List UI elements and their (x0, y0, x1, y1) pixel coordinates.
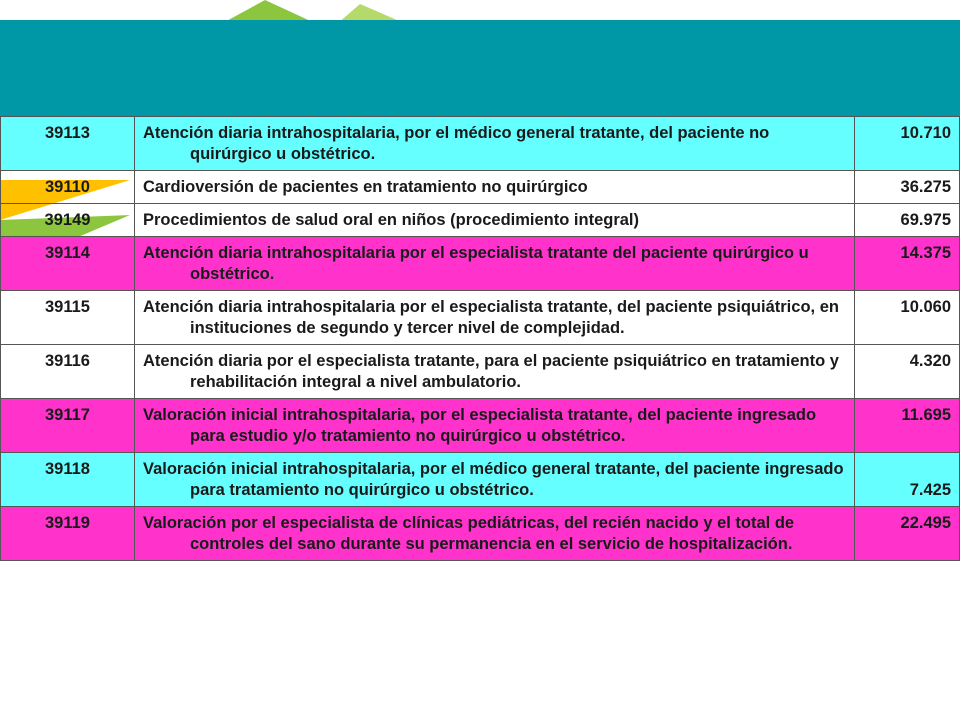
procedure-description: Valoración por el especialista de clínicas pediátricas, del recién nacido y el total de controles del sano durante su permanencia en el servicio de hospitalización. (143, 514, 795, 553)
procedure-value: 4.320 (855, 345, 960, 399)
procedure-description-cell (135, 345, 855, 399)
procedure-value: 10.710 (855, 117, 960, 171)
table-row (1, 345, 960, 399)
procedure-code: 39113 (1, 117, 135, 171)
procedure-description-cell (135, 507, 855, 561)
table-row (1, 204, 960, 237)
procedure-code: 39110 (1, 171, 135, 204)
table-row (1, 453, 960, 507)
procedure-description: Atención diaria por el especialista tratante, para el paciente psiquiátrico en tratamiento y rehabilitación integral a nivel ambulatorio. (143, 352, 839, 391)
procedures-table-body (1, 117, 960, 561)
procedure-description-cell (135, 453, 855, 507)
procedure-description-cell (135, 291, 855, 345)
procedure-value: 22.495 (855, 507, 960, 561)
procedure-description-cell (135, 399, 855, 453)
procedure-value: 7.425 (855, 453, 960, 507)
procedure-description: Procedimientos de salud oral en niños (procedimiento integral) (143, 211, 639, 229)
procedure-description-cell (135, 117, 855, 171)
procedure-code: 39114 (1, 237, 135, 291)
procedure-code: 39119 (1, 507, 135, 561)
procedure-description: Atención diaria intrahospitalaria por el especialista tratante del paciente quirúrgico u obstétrico. (143, 244, 809, 283)
procedure-code: 39117 (1, 399, 135, 453)
procedure-description-cell (135, 204, 855, 237)
procedure-description: Valoración inicial intrahospitalaria, por el médico general tratante, del paciente ingresado para tratamiento no quirúrgico u obstétrico. (143, 460, 844, 499)
procedure-value: 10.060 (855, 291, 960, 345)
procedure-value: 11.695 (855, 399, 960, 453)
procedure-description-cell (135, 237, 855, 291)
procedure-value: 14.375 (855, 237, 960, 291)
header-band (0, 20, 960, 116)
table-row (1, 117, 960, 171)
procedure-code: 39149 (1, 204, 135, 237)
procedure-description: Valoración inicial intrahospitalaria, por el especialista tratante, del paciente ingresado para estudio y/o tratamiento no quirúrgico u obstétrico. (143, 406, 817, 445)
procedure-value: 36.275 (855, 171, 960, 204)
procedure-code: 39115 (1, 291, 135, 345)
table-row (1, 399, 960, 453)
procedure-code: 39116 (1, 345, 135, 399)
procedure-value: 69.975 (855, 204, 960, 237)
procedure-description: Atención diaria intrahospitalaria, por el médico general tratante, del paciente no quirúrgico u obstétrico. (143, 124, 770, 163)
table-row (1, 171, 960, 204)
procedures-table (0, 116, 960, 561)
procedure-description: Cardioversión de pacientes en tratamiento no quirúrgico (143, 178, 588, 196)
table-row (1, 291, 960, 345)
procedure-description-cell (135, 171, 855, 204)
table-row (1, 237, 960, 291)
procedure-code: 39118 (1, 453, 135, 507)
procedure-description: Atención diaria intrahospitalaria por el especialista tratante, del paciente psiquiátrico, en instituciones de segundo y tercer nivel de complejidad. (143, 298, 839, 337)
table-row (1, 507, 960, 561)
